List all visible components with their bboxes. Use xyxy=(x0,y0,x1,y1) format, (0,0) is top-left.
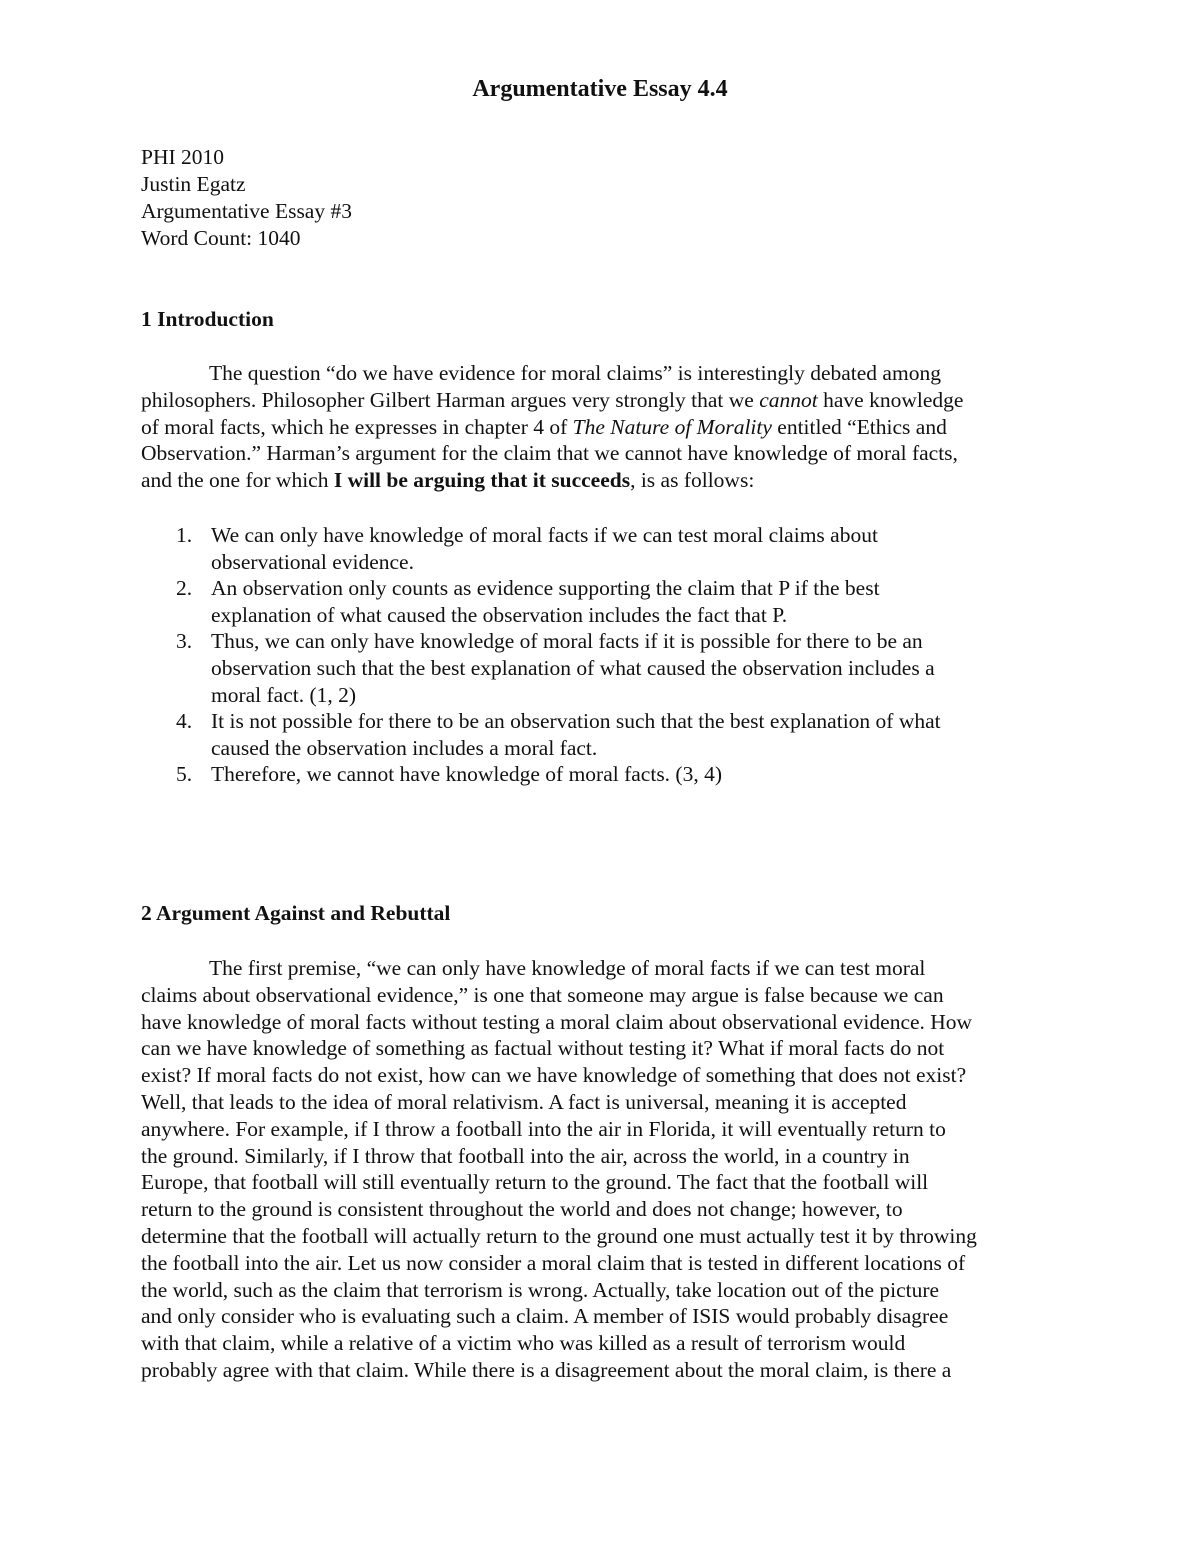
premise-text-line: caused the observation includes a moral fact. xyxy=(211,735,598,760)
author-name: Justin Egatz xyxy=(141,172,246,196)
paragraph-line: Europe, that football will still eventually return to the ground. The fact that the football will xyxy=(141,1170,929,1195)
premise-text-line: Therefore, we cannot have knowledge of moral facts. (3, 4) xyxy=(211,762,723,787)
premise-number: 4. xyxy=(176,709,193,734)
premise-text-line: We can only have knowledge of moral facts if we can test moral claims about xyxy=(211,523,878,547)
premise-text-line: It is not possible for there to be an observation such that the best explanation of what xyxy=(211,709,941,734)
paragraph-line: the world, such as the claim that terrorism is wrong. Actually, take location out of the picture xyxy=(141,1277,940,1302)
section-heading-introduction: 1 Introduction xyxy=(141,307,274,331)
introduction-paragraph xyxy=(141,360,1061,494)
premise-number: 2. xyxy=(176,576,193,601)
paragraph-line: Observation.” Harman’s argument for the claim that we cannot have knowledge of moral facts, xyxy=(141,441,958,466)
paragraph-line: The question “do we have evidence for moral claims” is interestingly debated among xyxy=(209,361,941,385)
paragraph-line: have knowledge of moral facts without testing a moral claim about observational evidence. How xyxy=(141,1009,973,1034)
paragraph-line: and only consider who is evaluating such a claim. A member of ISIS would probably disagree xyxy=(141,1304,949,1329)
paragraph-line: with that claim, while a relative of a victim who was killed as a result of terrorism would xyxy=(141,1331,906,1356)
paragraph-line: determine that the football will actually return to the ground one must actually test it by throwing xyxy=(141,1223,977,1248)
premise-number: 5. xyxy=(176,762,193,787)
paragraph-line: claims about observational evidence,” is one that someone may argue is false because we can xyxy=(141,982,944,1007)
premise-item xyxy=(141,761,1061,788)
premise-list xyxy=(141,522,1061,788)
word-count: Word Count: 1040 xyxy=(141,226,301,250)
paragraph-line: of moral facts, which he expresses in chapter 4 of The Nature of Morality entitled “Ethics and xyxy=(141,414,947,439)
paragraph-line: probably agree with that claim. While there is a disagreement about the moral claim, is there a xyxy=(141,1357,952,1382)
paragraph-line: philosophers. Philosopher Gilbert Harman argues very strongly that we cannot have knowledge xyxy=(141,387,964,412)
emphasis-text: cannot xyxy=(759,387,818,412)
paragraph-line: the football into the air. Let us now consider a moral claim that is tested in different locations of xyxy=(141,1250,966,1275)
paragraph-line: the ground. Similarly, if I throw that football into the air, across the world, in a country in xyxy=(141,1143,910,1168)
document-title: Argumentative Essay 4.4 xyxy=(472,76,728,102)
premise-text-line: An observation only counts as evidence supporting the claim that P if the best xyxy=(211,576,880,601)
premise-item xyxy=(141,575,1061,628)
thesis-statement: I will be arguing that it succeeds xyxy=(333,468,631,493)
premise-text-line: moral fact. (1, 2) xyxy=(211,682,357,707)
premise-item xyxy=(141,628,1061,708)
premise-text-line: explanation of what caused the observation includes the fact that P. xyxy=(211,602,788,627)
premise-number: 3. xyxy=(176,629,193,654)
assignment-name: Argumentative Essay #3 xyxy=(141,199,352,223)
essay-header xyxy=(141,144,352,252)
rebuttal-paragraph xyxy=(141,955,1061,1384)
premise-item xyxy=(141,708,1061,761)
course-code: PHI 2010 xyxy=(141,145,225,169)
book-title: The Nature of Morality xyxy=(572,414,772,439)
paragraph-line: and the one for which I will be arguing that it succeeds, is as follows: xyxy=(141,468,755,493)
premise-number: 1. xyxy=(176,523,193,547)
premise-text-line: observational evidence. xyxy=(211,549,414,574)
section-heading-argument-against: 2 Argument Against and Rebuttal xyxy=(141,901,451,925)
paragraph-line: exist? If moral facts do not exist, how can we have knowledge of something that does not exist? xyxy=(141,1063,967,1088)
premise-item xyxy=(141,522,1061,575)
paragraph-line: The first premise, “we can only have knowledge of moral facts if we can test moral xyxy=(209,956,926,980)
premise-text-line: observation such that the best explanation of what caused the observation includes a xyxy=(211,655,935,680)
paragraph-line: return to the ground is consistent throughout the world and does not change; however, to xyxy=(141,1197,903,1222)
paragraph-line: Well, that leads to the idea of moral relativism. A fact is universal, meaning it is accepted xyxy=(141,1089,907,1114)
premise-text-line: Thus, we can only have knowledge of moral facts if it is possible for there to be an xyxy=(211,629,923,654)
paragraph-line: can we have knowledge of something as factual without testing it? What if moral facts do not xyxy=(141,1036,945,1061)
paragraph-line: anywhere. For example, if I throw a football into the air in Florida, it will eventually return to xyxy=(141,1116,946,1141)
